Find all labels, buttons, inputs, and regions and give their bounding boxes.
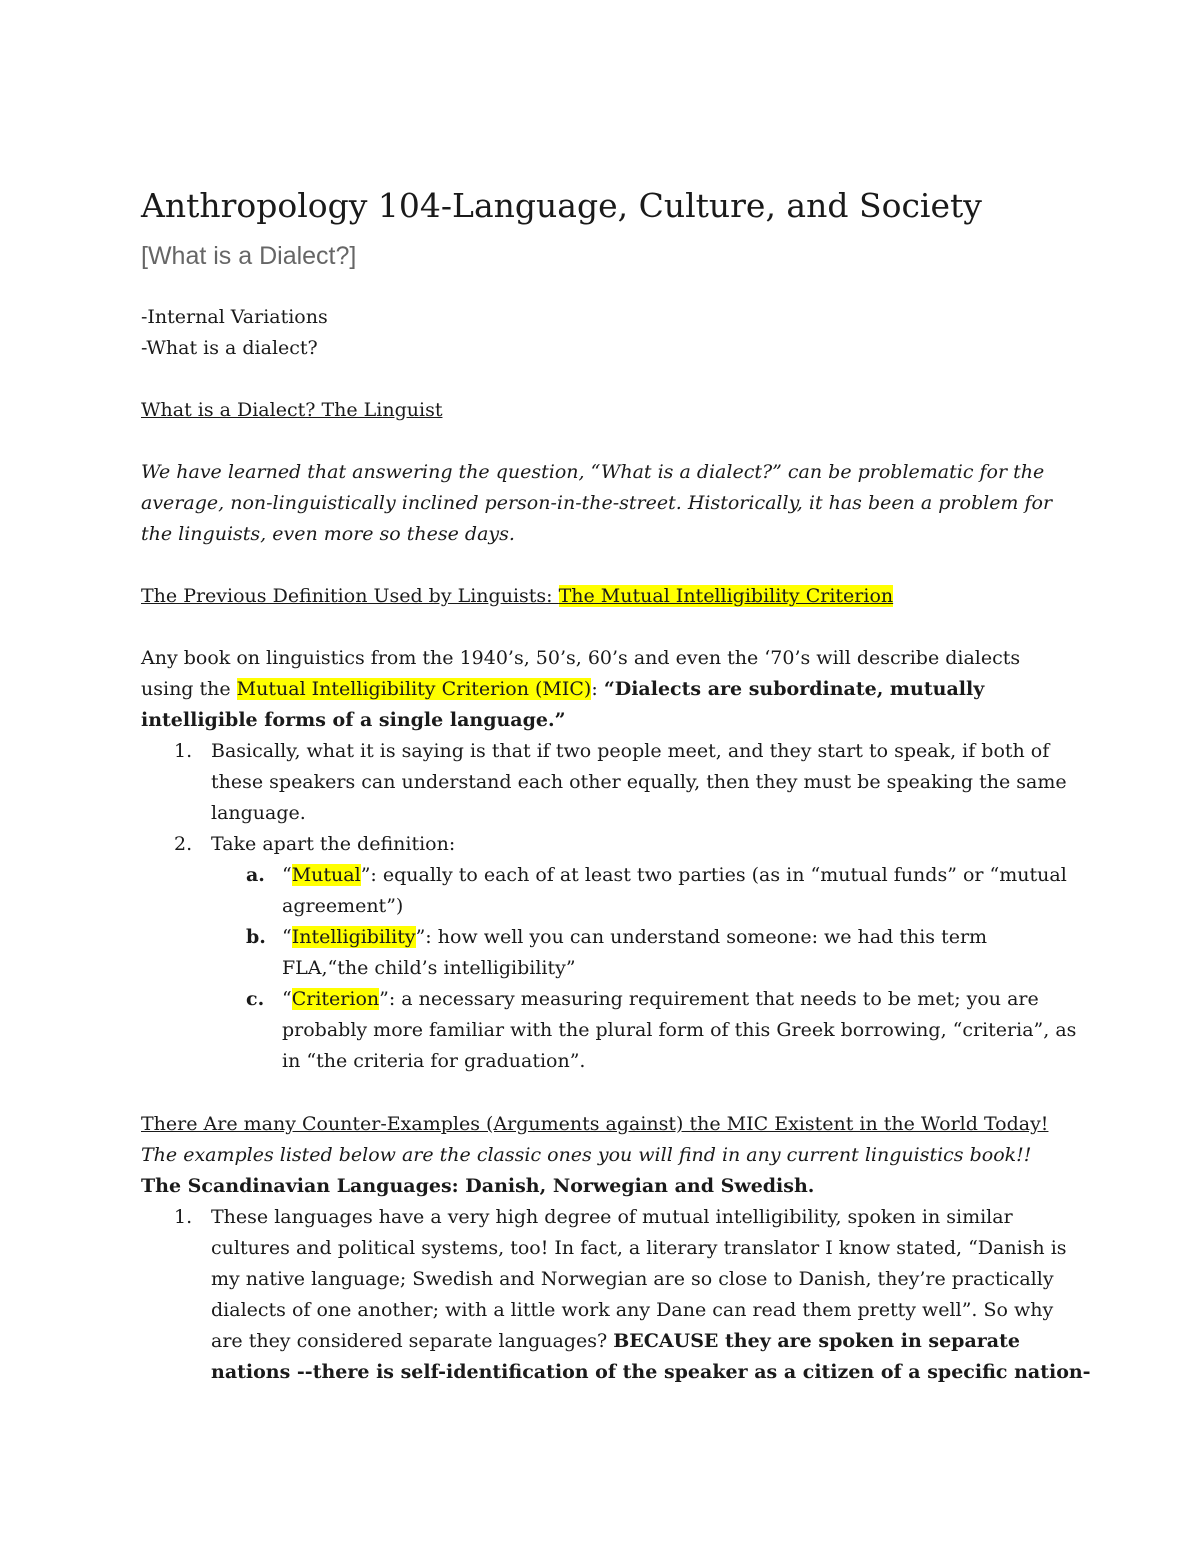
list-item-line: my native language; Swedish and Norwegian are so close to Danish, they’re practically xyxy=(211,1268,1054,1290)
text-run: “ xyxy=(282,988,292,1010)
text-run: ”: how well you can understand someone: we had this term xyxy=(415,926,988,948)
intro-paragraph-line: the linguists, even more so these days. xyxy=(141,523,515,545)
text-run: “ xyxy=(282,864,292,886)
sublist-letter: a. xyxy=(246,864,265,886)
list-item-line: nations --there is self-identification of the speaker as a citizen of a specific nation- xyxy=(211,1361,1091,1383)
mic-paragraph-line xyxy=(141,674,984,705)
highlighted-term-intelligibility: Intelligibility xyxy=(291,926,416,948)
highlighted-term-mutual: Mutual xyxy=(291,864,361,886)
list-item-line: dialects of one another; with a little work any Dane can read them pretty well”. So why xyxy=(211,1299,1054,1321)
section-heading-previous-definition xyxy=(141,581,893,612)
sublist-item-line: in “the criteria for graduation”. xyxy=(282,1050,586,1072)
sublist-letter: b. xyxy=(246,926,266,948)
list-number: 2. xyxy=(174,833,193,855)
list-number: 1. xyxy=(174,740,193,762)
section-heading-linguist: What is a Dialect? The Linguist xyxy=(141,399,443,421)
list-item-line: these speakers can understand each other equally, then they must be speaking the same xyxy=(211,771,1067,793)
intro-paragraph-line: average, non-linguistically inclined person-in-the-street. Historically, it has been a problem for xyxy=(141,492,1053,514)
text-run: using the xyxy=(141,678,237,700)
list-item-line: Basically, what it is saying is that if two people meet, and they start to speak, if both of xyxy=(211,740,1050,762)
section-heading-counter-examples: There Are many Counter-Examples (Arguments against) the MIC Existent in the World Today! xyxy=(141,1113,1049,1135)
list-number: 1. xyxy=(174,1206,193,1228)
mic-definition-quote: “Dialects are subordinate, mutually xyxy=(603,678,985,700)
heading-text: The Previous Definition Used by Linguists: xyxy=(141,585,559,607)
text-run: ”: a necessary measuring requirement that needs to be met; you are xyxy=(379,988,1039,1010)
sublist-item-line: probably more familiar with the plural form of this Greek borrowing, “criteria”, as xyxy=(282,1019,1077,1041)
sublist-item-line: agreement”) xyxy=(282,895,404,917)
document-subtitle: [What is a Dialect?] xyxy=(141,242,357,270)
sublist-item-line: FLA,“the child’s intelligibility” xyxy=(282,957,576,979)
highlighted-mic-term: Mutual Intelligibility Criterion (MIC) xyxy=(236,678,592,700)
sublist-item-line xyxy=(282,984,1039,1015)
text-run: : xyxy=(591,678,604,700)
highlighted-term-criterion: Criterion xyxy=(291,988,380,1010)
mic-definition-quote-cont: intelligible forms of a single language.” xyxy=(141,709,566,731)
text-run: ”: equally to each of at least two parties (as in “mutual funds” or “mutual xyxy=(360,864,1067,886)
scandinavian-heading: The Scandinavian Languages: Danish, Norwegian and Swedish. xyxy=(141,1175,815,1197)
highlighted-mic-heading: The Mutual Intelligibility Criterion xyxy=(558,585,894,607)
list-item-line: cultures and political systems, too! In fact, a literary translator I know stated, “Danish is xyxy=(211,1237,1067,1259)
sublist-letter: c. xyxy=(246,988,265,1010)
list-item-line: language. xyxy=(211,802,306,824)
text-run: “ xyxy=(282,926,292,948)
examples-note: The examples listed below are the classic ones you will find in any current linguistics book!! xyxy=(141,1144,1032,1166)
intro-paragraph-line: We have learned that answering the question, “What is a dialect?” can be problematic for the xyxy=(141,461,1045,483)
document-title: Anthropology 104-Language, Culture, and Society xyxy=(141,186,982,225)
sublist-item-line xyxy=(282,860,1067,891)
text-run: are they considered separate languages? xyxy=(211,1330,614,1352)
bullet-internal-variations: -Internal Variations xyxy=(141,306,328,328)
bold-emphasis: BECAUSE they are spoken in separate xyxy=(613,1330,1020,1352)
bullet-what-is-dialect: -What is a dialect? xyxy=(141,337,318,359)
list-item-line: These languages have a very high degree of mutual intelligibility, spoken in similar xyxy=(211,1206,1013,1228)
list-item-line: Take apart the definition: xyxy=(211,833,456,855)
mic-paragraph-line: Any book on linguistics from the 1940’s, 50’s, 60’s and even the ‘70’s will describe dialects xyxy=(141,647,1021,669)
list-item-line xyxy=(211,1326,1020,1357)
sublist-item-line xyxy=(282,922,987,953)
